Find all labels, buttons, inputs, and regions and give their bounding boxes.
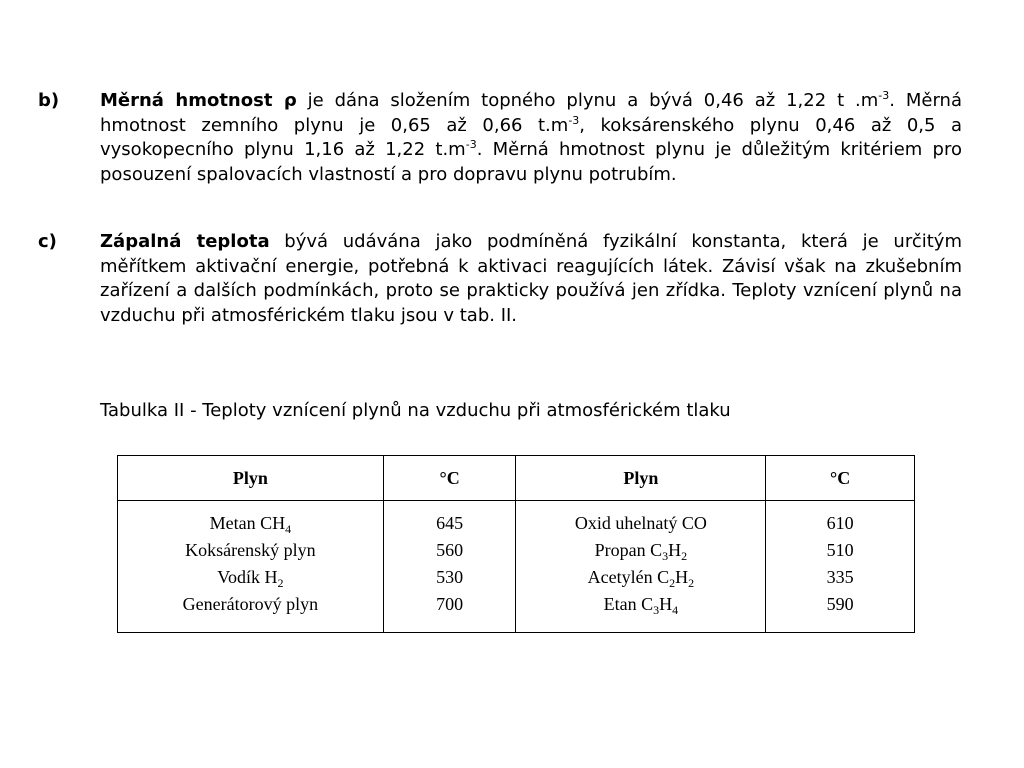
temperature-value: 560: [436, 540, 464, 560]
table-row: [118, 501, 915, 633]
header-temp-right: °C: [766, 456, 915, 501]
right-temp-cell: [766, 501, 915, 633]
section-b: [38, 89, 962, 187]
temperature-value: 335: [826, 567, 854, 587]
left-temp-cell: [383, 501, 516, 633]
temperature-value: 610: [826, 513, 854, 533]
right-gas-cell: [516, 501, 766, 633]
temperature-value: 590: [826, 594, 854, 614]
section-b-paragraph: [100, 89, 962, 187]
section-b-term: Měrná hmotnost ρ: [100, 90, 297, 111]
temperature-value: 510: [826, 540, 854, 560]
section-b-text-1: je dána složením topného plynu a bývá 0,46 až 1,22 t .m: [296, 90, 879, 111]
left-gas-cell: [118, 501, 384, 633]
section-b-sup-1: -3: [878, 89, 890, 102]
temperature-value: 530: [436, 567, 464, 587]
section-b-text-3: , koksárenského plynu 0,46 až 0,5 a vysokopecního plynu 1,16 až 1,22 t.m: [100, 114, 962, 160]
section-b-sup-2: -3: [568, 113, 580, 127]
section-c-text-1: bývá udávána jako podmíněná fyzikální konstanta, která je určitým měřítkem aktivační energie, potřebná k aktivaci reagujících látek. Závisí však na zkušebním zařízení a dalších podmínkách, proto se prakticky používá jen zřídka. Teploty vznícení plynů na vzduchu při atmosférickém tlaku jsou v tab. II.: [100, 231, 962, 326]
table-header-row: [118, 456, 915, 501]
gas-name: Vodík $H_2$: [217, 567, 284, 590]
header-gas-right: Plyn: [516, 456, 766, 501]
ignition-temperature-table: [117, 455, 915, 633]
section-b-label: b): [38, 90, 60, 111]
temperature-value: 645: [436, 513, 464, 533]
section-c-paragraph: [100, 230, 962, 328]
temperature-value: 700: [436, 594, 464, 614]
header-temp-left: °C: [383, 456, 516, 501]
table-caption: Tabulka II - Teploty vznícení plynů na vzduchu při atmosférickém tlaku: [100, 400, 731, 421]
section-c-label: c): [38, 231, 57, 252]
section-b-text-2: . Měrná hmotnost zemního plynu je 0,65 až 0,66 t.m: [100, 90, 962, 136]
section-c: [38, 230, 962, 328]
gas-name: Propan $C_3H_2$: [594, 540, 688, 563]
gas-name: Etan $C_3H_4$: [603, 594, 679, 617]
gas-name: Koksárenský plyn: [185, 540, 316, 560]
section-c-term: Zápalná teplota: [100, 231, 270, 252]
gas-name: Acetylén $C_2H_2$: [587, 567, 695, 590]
section-b-text-4: . Měrná hmotnost plynu je důležitým kritériem pro posouzení spalovacích vlastností a pro dopravu plynu potrubím.: [100, 139, 962, 185]
gas-name: Oxid uhelnatý CO: [574, 513, 707, 533]
gas-name: Generátorový plyn: [182, 594, 319, 614]
gas-name: Metan $CH_4$: [209, 513, 292, 536]
section-b-sup-3: -3: [465, 138, 477, 151]
header-gas-left: Plyn: [118, 456, 384, 501]
